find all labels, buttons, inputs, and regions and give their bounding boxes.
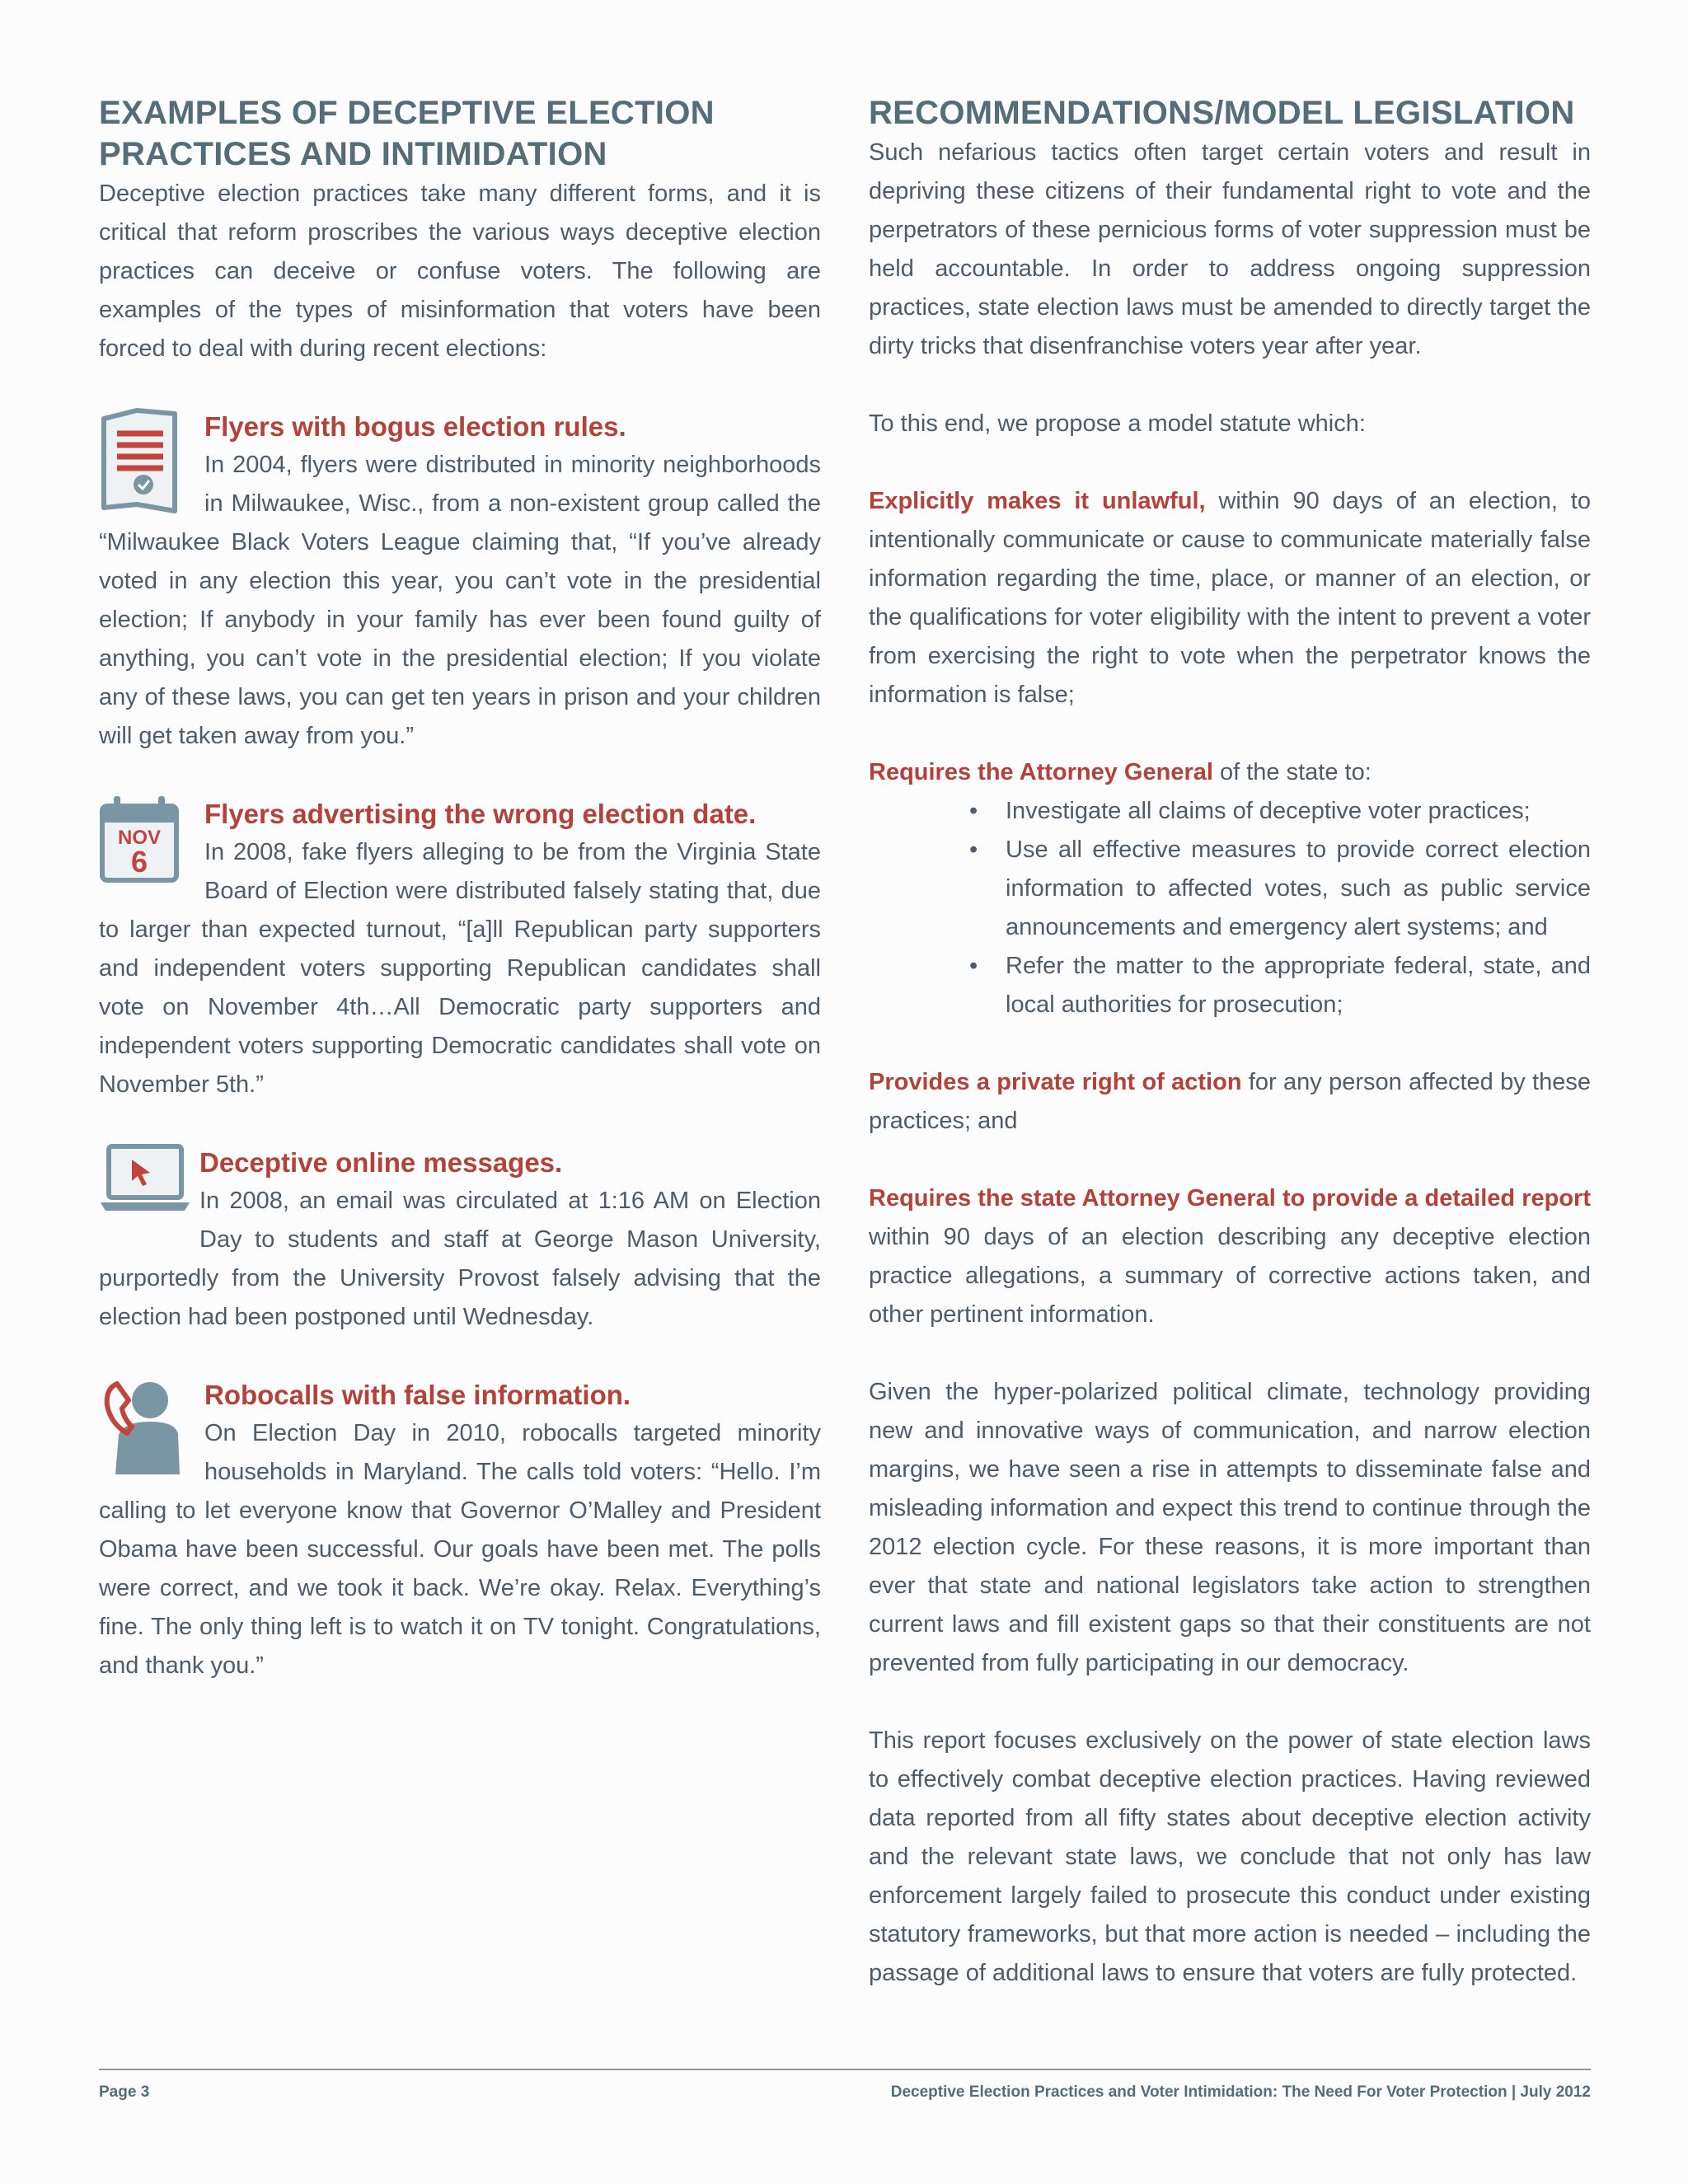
statute-item-private-right (869, 1063, 1591, 1141)
footer-divider (99, 2069, 1591, 2070)
heading-line-2: PRACTICES AND INTIMIDATION (99, 136, 607, 172)
example-flyers-bogus-rules (99, 407, 821, 756)
report-focus-paragraph: This report focuses exclusively on the power of state election laws to effectively combat deceptive election practices. Having reviewed data reported from all fifty states about deceptive election activity and the relevant state laws, we conclude that not only has law enforcement largely failed to prosecute this conduct under existing statutory frameworks, but that more action is needed – including the passage of additional laws to ensure that voters are fully protected. (869, 1727, 1591, 1986)
section-text: In 2004, flyers were distributed in minority neighborhoods in Milwaukee, Wisc., from a non-existent group called the “Milwaukee Black Voters League claiming that, “If you’ve already voted in any election this year, you can’t vote in the presidential election; If anybody in your family has ever been found guilty of anything, you can’t vote in the presidential election; If you violate any of these laws, you can get ten years in prison and your children will get taken away from you.” (99, 452, 821, 749)
example-robocalls (99, 1376, 821, 1685)
recommendations-intro: Such nefarious tactics often target certain voters and result in depriving these citizens of their fundamental right to vote and the perpetrators of these pernicious forms of voter suppression must be held accountable. In order to address ongoing suppression practices, state election laws must be amended to directly target the dirty tricks that disenfranchise voters year after year. (869, 139, 1591, 359)
item-text: of the state to: (1212, 759, 1372, 785)
list-item: • Investigate all claims of deceptive voter practices; (1006, 792, 1591, 831)
section-title: Flyers advertising the wrong election date. (204, 799, 757, 829)
climate-paragraph: Given the hyper-polarized political climate, technology providing new and innovative ways of communication, and narrow election margins, we have seen a rise in attempts to disseminate false and misleading information and expect this trend to continue through the 2012 election cycle. For these reasons, it is more important than ever that state and national legislators take action to strengthen current laws and fill existent gaps so that their constituents are not prevented from fully participating in our democracy. (869, 1379, 1591, 1676)
statute-item-attorney-general (869, 753, 1591, 792)
item-strong: Provides a private right of action (869, 1069, 1242, 1095)
section-text: On Election Day in 2010, robocalls targeted minority households in Maryland. The calls told voters: “Hello. I’m calling to let everyone know that Governor O’Malley and President Obama have been successful. Our goals have been met. The polls were correct, and we took it back. We’re okay. Relax. Everything’s fine. The only thing left is to watch it on TV tonight. Congratulations, and thank you.” (99, 1420, 821, 1679)
calendar-day: 6 (130, 845, 148, 879)
item-strong: Requires the Attorney General (869, 759, 1213, 785)
example-online-messages (99, 1143, 821, 1337)
page-number: Page 3 (99, 2083, 150, 2101)
item-text: within 90 days of an election describing any deceptive election practice allegations, a summary of corrective actions taken, and other pertinent information. (869, 1224, 1591, 1328)
list-item: • Use all effective measures to provide correct election information to affected votes, such as public service announcements and emergency alert systems; and (1006, 831, 1591, 947)
section-title: Flyers with bogus election rules. (204, 411, 626, 442)
section-heading-examples (99, 92, 821, 175)
calendar-icon (99, 794, 196, 910)
statute-item-report (869, 1179, 1591, 1334)
footer-title: Deceptive Election Practices and Voter Intimidation: The Need For Voter Protection | July 2012 (890, 2083, 1591, 2101)
heading-line-1: EXAMPLES OF DECEPTIVE ELECTION (99, 95, 715, 131)
model-statute-lead: To this end, we propose a model statute which: (869, 410, 1366, 437)
laptop-icon (99, 1143, 191, 1226)
section-heading-recommendations: RECOMMENDATIONS/MODEL LEGISLATION (869, 95, 1575, 131)
section-text: In 2008, fake flyers alleging to be from the Virginia State Board of Election were distributed falsely stating that, due to larger than expected turnout, “[a]ll Republican party supporters and independent voters supporting Republican candidates shall vote on November 4th…All Democratic party supporters and independent voters supporting Democratic candidates shall vote on November 5th.” (99, 839, 821, 1098)
item-text: for any person affected by these practices; and (869, 1069, 1591, 1134)
intro-paragraph: Deceptive election practices take many different forms, and it is critical that reform proscribes the various ways deceptive election practices can deceive or confuse voters. The following are examples of the types of misinformation that voters have been forced to deal with during recent elections: (99, 180, 821, 362)
list-item: • Refer the matter to the appropriate federal, state, and local authorities for prosecution; (1006, 947, 1591, 1024)
right-column (869, 92, 1591, 1993)
phone-caller-icon (99, 1376, 196, 1491)
section-text: In 2008, an email was circulated at 1:16 AM on Election Day to students and staff at George Mason University, purportedly from the University Provost falsely advising that the election had been postponed until Wednesday. (99, 1188, 821, 1330)
attorney-general-duties-list (869, 792, 1591, 1024)
section-title: Robocalls with false information. (204, 1380, 631, 1410)
statute-item-unlawful (869, 482, 1591, 715)
example-flyers-wrong-date (99, 794, 821, 1104)
item-strong: Requires the state Attorney General to provide a detailed report (869, 1185, 1591, 1212)
item-text: within 90 days of an election, to intentionally communicate or cause to communicate materially false information regarding the time, place, or manner of an election, or the qualifications for voter eligibility with the intent to prevent a voter from exercising the right to vote when the perpetrator knows the information is false; (869, 488, 1591, 708)
left-column (99, 92, 821, 1685)
calendar-month: NOV (117, 827, 162, 849)
section-title: Deceptive online messages. (199, 1147, 563, 1178)
item-strong: Explicitly makes it unlawful, (869, 488, 1206, 514)
flyer-icon (99, 407, 196, 523)
